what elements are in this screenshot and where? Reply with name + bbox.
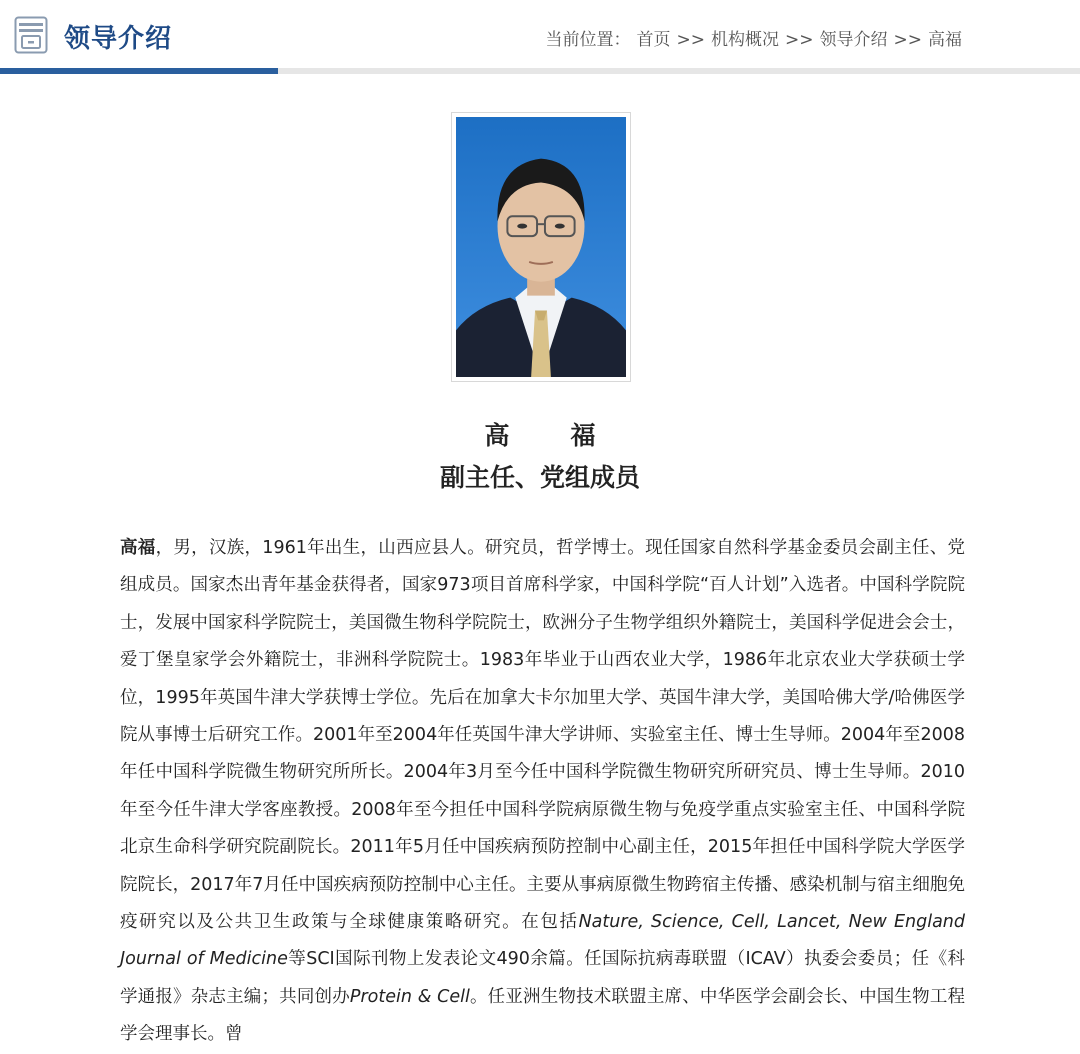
bio-text-part-3: 。任亚洲生物技术联盟主席、中华医学会副会长、中国生物工程学会理事长。曾 — [120, 986, 965, 1045]
bio-text-part-2: 等SCI国际刊物上发表论文490余篇。任国际抗病毒联盟（ICAV）执委会委员；任《科学通报》杂志主编；共同创办 — [120, 949, 965, 1007]
breadcrumb-separator: >> — [785, 30, 814, 50]
portrait-frame — [451, 112, 631, 382]
page-header — [0, 0, 1080, 74]
document-icon — [14, 16, 48, 54]
breadcrumb-item-current: 高福 — [928, 30, 962, 50]
bio-journal-protein-cell: Protein & Cell — [349, 986, 470, 1007]
leader-position: 副主任、党组成员 — [439, 463, 640, 492]
breadcrumb-item-overview[interactable]: 机构概况 — [711, 30, 779, 50]
header-divider-accent — [0, 68, 278, 74]
breadcrumb-separator: >> — [893, 30, 922, 50]
breadcrumb-prefix: 当前位置： — [545, 30, 631, 50]
bio-text-part-1: ，男，汉族，1961年出生，山西应县人。研究员，哲学博士。现任国家自然科学基金委员会副主任、党组成员。国家杰出青年基金获得者，国家973项目首席科学家，中国科学院“百人计划”入选者。中国科学院院士，发展中国家科学院院士，美国微生物科学院院士，欧洲分子生物学组织外籍院士，美国科学促进会会士，爱丁堡皇家学会外籍院士，非洲科学院院士。1983年毕业于山西农业大学，1986年北京农业大学获硕士学位，1995年英国牛津大学获博士学位。先后在加拿大卡尔加里大学、英国牛津大学，美国哈佛大学/哈佛医学院从事博士后研究工作。2001年至2004年任英国牛津大学讲师、实验室主任、博士生导师。2004年至2008年任中国科学院微生物研究所所长。2004年3月至今任中国科学院微生物研究所研究员、博士生导师。2010年至今任牛津大学客座教授。2008年至今担任中国科学院病原微生物与免疫学重点实验室主任、中国科学院北京生命科学研究院副院长。2011年5月任中国疾病预防控制中心副主任，2015年担任中国科学院大学医学院院长，2017年7月任中国疾病预防控制中心主任。主要从事病原微生物跨宿主传播、感染机制与宿主细胞免疫研究以及公共卫生政策与全球健康策略研究。在包括 — [120, 538, 965, 933]
breadcrumb-item-leaders[interactable]: 领导介绍 — [819, 30, 888, 50]
bio-name: 高福 — [120, 538, 156, 558]
breadcrumb-item-home[interactable]: 首页 — [636, 30, 671, 50]
section-title: 领导介绍 — [64, 24, 173, 54]
leader-name: 高 福 — [484, 421, 614, 450]
portrait-photo — [456, 117, 626, 377]
biography-text — [120, 530, 965, 1054]
breadcrumb — [546, 25, 969, 50]
bio-journal-list: Nature, Science, Cell, Lancet, New England Journal of Medicine — [120, 912, 966, 970]
breadcrumb-separator: >> — [676, 30, 705, 50]
